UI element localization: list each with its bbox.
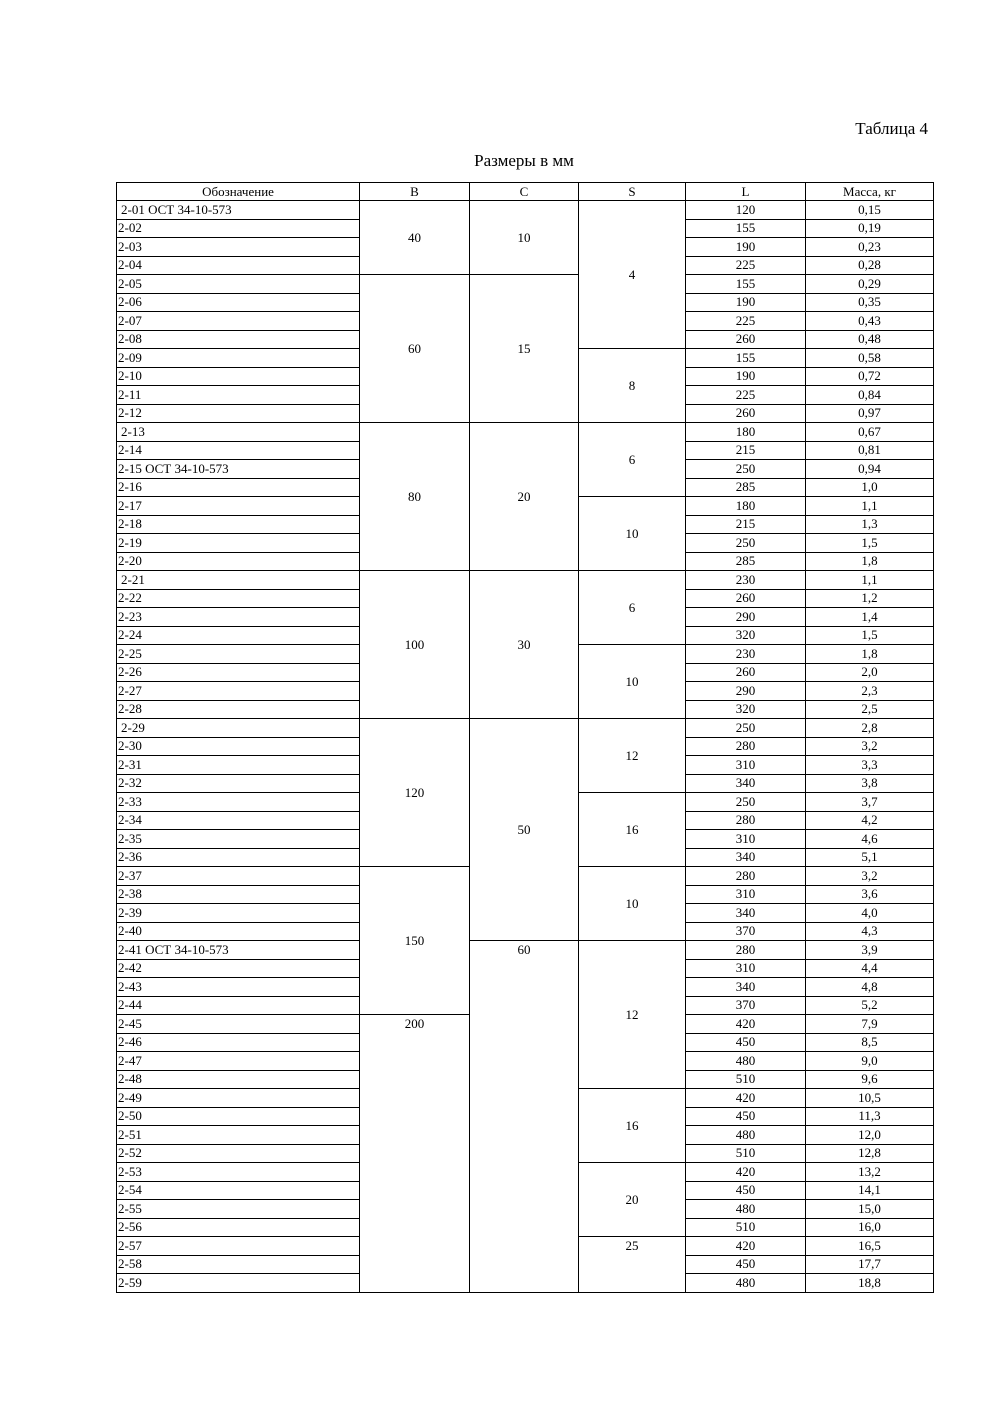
cell-mass: 0,35	[806, 293, 934, 312]
cell-l: 155	[686, 219, 806, 238]
cell-mass: 0,94	[806, 460, 934, 479]
cell-l: 225	[686, 386, 806, 405]
cell-mass: 5,2	[806, 996, 934, 1015]
cell-mass: 5,1	[806, 848, 934, 867]
cell-mass: 4,4	[806, 959, 934, 978]
cell-l: 370	[686, 996, 806, 1015]
cell-designation: 2-09	[117, 349, 360, 368]
cell-l: 420	[686, 1089, 806, 1108]
cell-l: 225	[686, 256, 806, 275]
cell-s: 4	[579, 201, 686, 349]
cell-designation: 2-20	[117, 552, 360, 571]
cell-b: 150	[360, 867, 470, 1015]
cell-designation: 2-16	[117, 478, 360, 497]
cell-designation: 2-46	[117, 1033, 360, 1052]
cell-l: 180	[686, 423, 806, 442]
cell-l: 320	[686, 626, 806, 645]
cell-mass: 7,9	[806, 1015, 934, 1034]
cell-l: 155	[686, 349, 806, 368]
cell-mass: 17,7	[806, 1255, 934, 1274]
cell-l: 190	[686, 238, 806, 257]
cell-l: 250	[686, 460, 806, 479]
cell-l: 280	[686, 737, 806, 756]
cell-designation: 2-52	[117, 1144, 360, 1163]
cell-designation: 2-31	[117, 756, 360, 775]
cell-mass: 1,5	[806, 626, 934, 645]
cell-mass: 15,0	[806, 1200, 934, 1219]
cell-designation: 2-06	[117, 293, 360, 312]
cell-l: 480	[686, 1274, 806, 1293]
cell-designation: 2-21	[117, 571, 360, 590]
cell-designation: 2-42	[117, 959, 360, 978]
cell-c: 50	[470, 719, 579, 941]
cell-designation: 2-30	[117, 737, 360, 756]
cell-designation: 2-49	[117, 1089, 360, 1108]
cell-designation: 2-11	[117, 386, 360, 405]
cell-l: 340	[686, 848, 806, 867]
cell-mass: 2,3	[806, 682, 934, 701]
header-designation: Обозначение	[117, 183, 360, 201]
cell-designation: 2-10	[117, 367, 360, 386]
cell-l: 420	[686, 1163, 806, 1182]
cell-designation: 2-43	[117, 978, 360, 997]
cell-designation: 2-24	[117, 626, 360, 645]
table-row	[117, 275, 934, 294]
cell-l: 420	[686, 1015, 806, 1034]
table-row	[117, 423, 934, 442]
cell-mass: 0,19	[806, 219, 934, 238]
cell-mass: 1,8	[806, 645, 934, 664]
cell-designation: 2-17	[117, 497, 360, 516]
cell-c: 60	[470, 941, 579, 1293]
cell-mass: 1,1	[806, 571, 934, 590]
cell-designation: 2-26	[117, 663, 360, 682]
cell-l: 285	[686, 478, 806, 497]
cell-l: 260	[686, 589, 806, 608]
cell-l: 290	[686, 608, 806, 627]
cell-mass: 3,9	[806, 941, 934, 960]
cell-l: 510	[686, 1070, 806, 1089]
header-l: L	[686, 183, 806, 201]
cell-mass: 1,2	[806, 589, 934, 608]
cell-mass: 10,5	[806, 1089, 934, 1108]
cell-l: 285	[686, 552, 806, 571]
cell-l: 480	[686, 1052, 806, 1071]
cell-l: 310	[686, 885, 806, 904]
cell-mass: 8,5	[806, 1033, 934, 1052]
cell-mass: 3,7	[806, 793, 934, 812]
cell-designation: 2-28	[117, 700, 360, 719]
cell-designation: 2-03	[117, 238, 360, 257]
cell-l: 260	[686, 330, 806, 349]
cell-designation: 2-15 ОСТ 34-10-573	[117, 460, 360, 479]
cell-l: 370	[686, 922, 806, 941]
cell-l: 280	[686, 941, 806, 960]
cell-mass: 3,8	[806, 774, 934, 793]
cell-s: 12	[579, 941, 686, 1089]
cell-designation: 2-34	[117, 811, 360, 830]
cell-designation: 2-57	[117, 1237, 360, 1256]
cell-designation: 2-39	[117, 904, 360, 923]
header-s: S	[579, 183, 686, 201]
cell-designation: 2-40	[117, 922, 360, 941]
cell-designation: 2-23	[117, 608, 360, 627]
cell-s: 16	[579, 1089, 686, 1163]
cell-mass: 16,5	[806, 1237, 934, 1256]
cell-c: 10	[470, 201, 579, 275]
cell-designation: 2-48	[117, 1070, 360, 1089]
cell-designation: 2-54	[117, 1181, 360, 1200]
cell-l: 310	[686, 959, 806, 978]
cell-s: 10	[579, 867, 686, 941]
cell-l: 290	[686, 682, 806, 701]
cell-designation: 2-44	[117, 996, 360, 1015]
cell-designation: 2-33	[117, 793, 360, 812]
cell-mass: 1,4	[806, 608, 934, 627]
cell-s: 6	[579, 423, 686, 497]
cell-mass: 3,2	[806, 737, 934, 756]
cell-b: 100	[360, 571, 470, 719]
cell-mass: 0,72	[806, 367, 934, 386]
table-row	[117, 201, 934, 220]
cell-l: 190	[686, 367, 806, 386]
cell-mass: 14,1	[806, 1181, 934, 1200]
cell-l: 215	[686, 441, 806, 460]
cell-mass: 9,6	[806, 1070, 934, 1089]
cell-designation: 2-13	[117, 423, 360, 442]
cell-b: 40	[360, 201, 470, 275]
table-label: Таблица 4	[855, 119, 928, 138]
cell-mass: 0,84	[806, 386, 934, 405]
cell-b: 120	[360, 719, 470, 867]
cell-designation: 2-45	[117, 1015, 360, 1034]
cell-designation: 2-27	[117, 682, 360, 701]
cell-mass: 3,6	[806, 885, 934, 904]
cell-designation: 2-38	[117, 885, 360, 904]
cell-l: 280	[686, 867, 806, 886]
cell-mass: 2,8	[806, 719, 934, 738]
cell-designation: 2-41 ОСТ 34-10-573	[117, 941, 360, 960]
cell-l: 450	[686, 1107, 806, 1126]
cell-c: 15	[470, 275, 579, 423]
cell-l: 480	[686, 1200, 806, 1219]
header-c: C	[470, 183, 579, 201]
cell-mass: 4,8	[806, 978, 934, 997]
cell-designation: 2-18	[117, 515, 360, 534]
cell-l: 310	[686, 830, 806, 849]
cell-l: 250	[686, 534, 806, 553]
cell-mass: 0,67	[806, 423, 934, 442]
cell-b: 80	[360, 423, 470, 571]
cell-designation: 2-32	[117, 774, 360, 793]
cell-mass: 2,0	[806, 663, 934, 682]
cell-l: 320	[686, 700, 806, 719]
cell-mass: 3,3	[806, 756, 934, 775]
cell-designation: 2-08	[117, 330, 360, 349]
cell-l: 420	[686, 1237, 806, 1256]
cell-c: 30	[470, 571, 579, 719]
cell-designation: 2-04	[117, 256, 360, 275]
cell-designation: 2-02	[117, 219, 360, 238]
cell-l: 280	[686, 811, 806, 830]
cell-l: 250	[686, 719, 806, 738]
cell-mass: 0,29	[806, 275, 934, 294]
table-row	[117, 719, 934, 738]
units-caption: Размеры в мм	[474, 151, 574, 170]
cell-mass: 18,8	[806, 1274, 934, 1293]
cell-mass: 0,23	[806, 238, 934, 257]
cell-designation: 2-25	[117, 645, 360, 664]
cell-designation: 2-12	[117, 404, 360, 423]
cell-designation: 2-14	[117, 441, 360, 460]
cell-mass: 4,3	[806, 922, 934, 941]
cell-s: 8	[579, 349, 686, 423]
cell-s: 10	[579, 645, 686, 719]
header-b: B	[360, 183, 470, 201]
cell-mass: 1,5	[806, 534, 934, 553]
cell-mass: 4,6	[806, 830, 934, 849]
cell-designation: 2-58	[117, 1255, 360, 1274]
cell-designation: 2-51	[117, 1126, 360, 1145]
cell-s: 12	[579, 719, 686, 793]
cell-l: 340	[686, 904, 806, 923]
cell-mass: 2,5	[806, 700, 934, 719]
header-row	[117, 183, 934, 201]
cell-l: 480	[686, 1126, 806, 1145]
cell-mass: 9,0	[806, 1052, 934, 1071]
cell-s: 16	[579, 793, 686, 867]
cell-l: 155	[686, 275, 806, 294]
cell-l: 120	[686, 201, 806, 220]
cell-mass: 4,2	[806, 811, 934, 830]
cell-mass: 12,8	[806, 1144, 934, 1163]
cell-l: 340	[686, 774, 806, 793]
cell-designation: 2-50	[117, 1107, 360, 1126]
cell-mass: 0,58	[806, 349, 934, 368]
cell-mass: 1,0	[806, 478, 934, 497]
cell-l: 180	[686, 497, 806, 516]
cell-l: 215	[686, 515, 806, 534]
cell-s: 20	[579, 1163, 686, 1237]
cell-designation: 2-01 ОСТ 34-10-573	[117, 201, 360, 220]
cell-l: 450	[686, 1181, 806, 1200]
cell-l: 340	[686, 978, 806, 997]
cell-l: 230	[686, 571, 806, 590]
cell-l: 450	[686, 1033, 806, 1052]
cell-mass: 3,2	[806, 867, 934, 886]
cell-s: 10	[579, 497, 686, 571]
cell-designation: 2-37	[117, 867, 360, 886]
header-mass: Масса, кг	[806, 183, 934, 201]
cell-l: 510	[686, 1144, 806, 1163]
cell-mass: 1,8	[806, 552, 934, 571]
cell-designation: 2-22	[117, 589, 360, 608]
cell-s: 25	[579, 1237, 686, 1293]
cell-mass: 0,97	[806, 404, 934, 423]
cell-l: 225	[686, 312, 806, 331]
dimensions-table	[116, 182, 934, 1293]
table-row	[117, 571, 934, 590]
cell-designation: 2-05	[117, 275, 360, 294]
cell-designation: 2-35	[117, 830, 360, 849]
cell-designation: 2-29	[117, 719, 360, 738]
cell-mass: 1,3	[806, 515, 934, 534]
cell-mass: 0,15	[806, 201, 934, 220]
cell-b: 60	[360, 275, 470, 423]
cell-mass: 13,2	[806, 1163, 934, 1182]
cell-c: 20	[470, 423, 579, 571]
table-row	[117, 941, 934, 960]
cell-mass: 0,48	[806, 330, 934, 349]
cell-designation: 2-47	[117, 1052, 360, 1071]
cell-l: 510	[686, 1218, 806, 1237]
cell-designation: 2-53	[117, 1163, 360, 1182]
cell-l: 260	[686, 663, 806, 682]
cell-s: 6	[579, 571, 686, 645]
cell-mass: 11,3	[806, 1107, 934, 1126]
cell-mass: 0,43	[806, 312, 934, 331]
cell-designation: 2-36	[117, 848, 360, 867]
cell-mass: 0,81	[806, 441, 934, 460]
cell-mass: 0,28	[806, 256, 934, 275]
cell-mass: 1,1	[806, 497, 934, 516]
cell-mass: 16,0	[806, 1218, 934, 1237]
cell-designation: 2-07	[117, 312, 360, 331]
cell-mass: 4,0	[806, 904, 934, 923]
cell-b: 200	[360, 1015, 470, 1293]
cell-designation: 2-56	[117, 1218, 360, 1237]
cell-mass: 12,0	[806, 1126, 934, 1145]
cell-l: 250	[686, 793, 806, 812]
cell-designation: 2-19	[117, 534, 360, 553]
cell-l: 230	[686, 645, 806, 664]
cell-designation: 2-59	[117, 1274, 360, 1293]
cell-l: 260	[686, 404, 806, 423]
cell-l: 310	[686, 756, 806, 775]
cell-designation: 2-55	[117, 1200, 360, 1219]
cell-l: 450	[686, 1255, 806, 1274]
cell-l: 190	[686, 293, 806, 312]
